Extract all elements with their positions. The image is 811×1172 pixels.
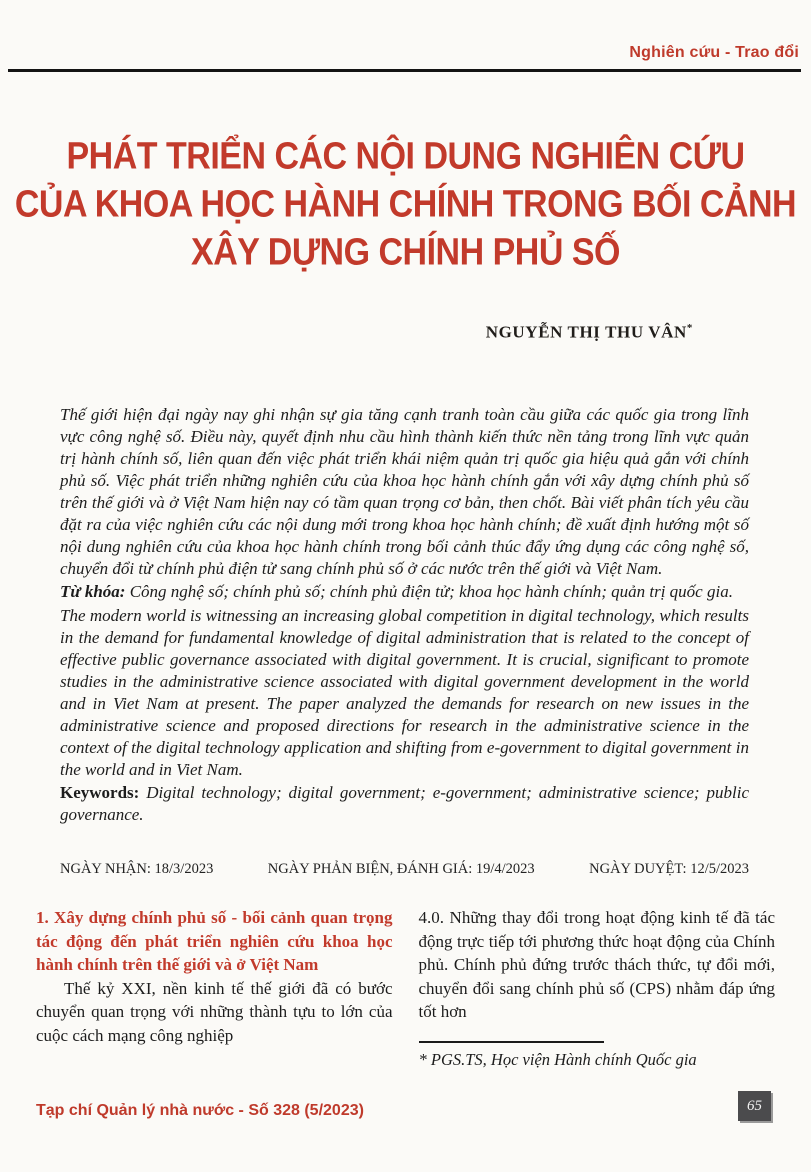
abstract-english: The modern world is witnessing an increasing global competition in digital technology, which results in the demand for fundamental knowledge of digital administration that is related to the concept of effective public governance associated with digital government. It is crucial, significant to promote studies in the administrative science associated with digital government development in the world and in Viet Nam at present. The paper analyzed the demands for research on new issues in the administrative science and proposed directions for research in the administrative science in the context of the digital technology application and shifting from e-government to digital government in the world and in Viet Nam. bbox=[60, 606, 749, 779]
author-footnote-mark: * bbox=[686, 322, 693, 334]
right-column bbox=[419, 906, 776, 1071]
abstract-vietnamese: Thế giới hiện đại ngày nay ghi nhận sự gia tăng cạnh tranh toàn cầu giữa các quốc gia trong lĩnh vực công nghệ số. Điều này, quyết định nhu cầu hình thành kiến thức nền tảng trong lĩnh vực quản trị hành chính số, liên quan đến việc phát triển khái niệm quản trị quốc gia hiệu quả gắn với chính phủ số. Việc phát triển những nghiên cứu của khoa học hành chính gắn với xây dựng chính phủ số trên thế giới và ở Việt Nam hiện nay có tầm quan trọng cơ bản, then chốt. Bài viết phân tích yêu cầu đặt ra của việc nghiên cứu các nội dung mới trong khoa học hành chính; đề xuất định hướng một số nội dung nghiên cứu của khoa học hành chính trong bối cảnh thúc đẩy ứng dụng các công nghệ số, chuyển đổi từ chính phủ điện tử sang chính phủ số ở các nước trên thế giới và Việt Nam. bbox=[60, 405, 749, 578]
article-title-line-1: PHÁT TRIỂN CÁC NỘI DUNG NGHIÊN CỨU bbox=[66, 134, 745, 178]
left-column-paragraph: Thế kỷ XXI, nền kinh tế thế giới đã có bước chuyển quan trọng với những thành tựu to lớn của cuộc cách mạng công nghiệp bbox=[36, 978, 393, 1045]
article-title-line-2: CỦA KHOA HỌC HÀNH CHÍNH TRONG BỐI CẢNH bbox=[14, 182, 797, 226]
author-name-text: NGUYỄN THỊ THU VÂN bbox=[485, 322, 687, 342]
right-column-paragraph: 4.0. Những thay đổi trong hoạt động kinh tế đã tác động trực tiếp tới phương thức hoạt động của Chính phủ. Chính phủ đứng trước thách thức, tự đổi mới, chuyển đổi sang chính phủ số (CPS) nhằm đáp ứng tốt hơn bbox=[418, 908, 775, 1021]
keywords-en-label: Keywords: bbox=[60, 783, 140, 802]
keywords-vi-text: Công nghệ số; chính phủ số; chính phủ điện tử; khoa học hành chính; quản trị quốc gia. bbox=[125, 582, 733, 601]
page-number-badge bbox=[738, 1091, 771, 1121]
journal-section-label: Nghiên cứu - Trao đổi bbox=[629, 44, 799, 61]
author-affiliation-footnote: * PGS.TS, Học viện Hành chính Quốc gia bbox=[418, 1049, 697, 1069]
keywords-vi-label: Từ khóa: bbox=[60, 582, 126, 601]
body-columns bbox=[36, 906, 775, 1071]
abstract-block bbox=[60, 404, 749, 826]
article-title-line-3: XÂY DỰNG CHÍNH PHỦ SỐ bbox=[191, 230, 620, 274]
manuscript-dates bbox=[60, 861, 749, 878]
keywords-vietnamese bbox=[60, 581, 749, 603]
date-approved: NGÀY DUYỆT: 12/5/2023 bbox=[589, 861, 749, 877]
journal-footer: Tạp chí Quản lý nhà nước - Số 328 (5/2023) bbox=[36, 1102, 364, 1119]
footnote-divider bbox=[419, 1041, 604, 1043]
page-header bbox=[10, 44, 799, 62]
header-divider bbox=[8, 69, 801, 72]
section-1-heading: 1. Xây dựng chính phủ số - bối cảnh quan trọng tác động đến phát triển nghiên cứu khoa học hành chính trên thế giới và ở Việt Nam bbox=[36, 908, 393, 974]
left-column bbox=[36, 906, 393, 1071]
keywords-en-text: Digital technology; digital government; e-government; administrative science; public governance. bbox=[60, 783, 749, 824]
date-received: NGÀY NHẬN: 18/3/2023 bbox=[60, 861, 214, 877]
author-name bbox=[0, 322, 693, 343]
article-title bbox=[0, 132, 811, 276]
date-reviewed: NGÀY PHẢN BIỆN, ĐÁNH GIÁ: 19/4/2023 bbox=[267, 861, 535, 877]
page-number: 65 bbox=[747, 1097, 762, 1114]
keywords-english bbox=[60, 782, 749, 826]
